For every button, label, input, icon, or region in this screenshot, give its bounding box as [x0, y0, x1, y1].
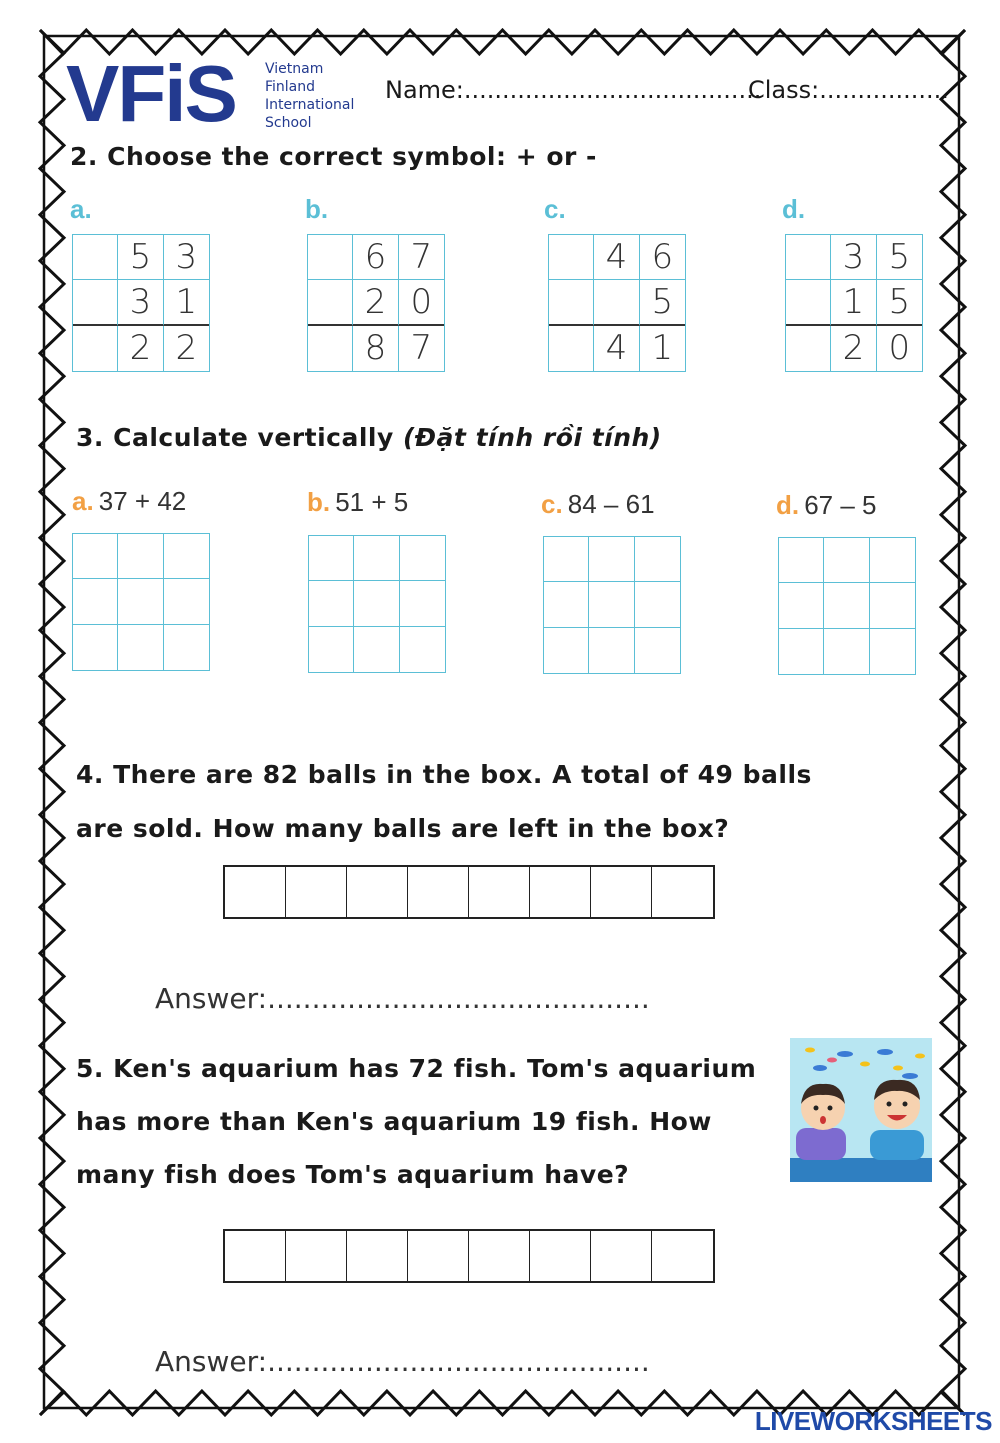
digit-cell — [73, 326, 118, 371]
q5-calculation-boxes[interactable] — [223, 1229, 715, 1283]
digit-cell — [549, 326, 594, 371]
digit-cell: 3 — [164, 235, 209, 280]
digit-cell: 7 — [399, 235, 444, 280]
name-field[interactable]: Name:....................................... — [385, 76, 762, 104]
digit-cell: 3 — [831, 235, 876, 280]
q2-grid-d — [785, 234, 923, 372]
q3-title — [76, 423, 662, 452]
q4-text-line-2: are sold. How many balls are left in the box? — [76, 814, 730, 843]
digit-cell: 2 — [831, 326, 876, 371]
q3-label-b: b. — [307, 487, 331, 517]
class-field[interactable]: Class:................. — [748, 76, 949, 104]
digit-cell: 5 — [640, 280, 685, 325]
q2-label-a: a. — [70, 194, 92, 224]
digit-cell: 2 — [353, 280, 398, 325]
q3-work-grid-c[interactable] — [543, 536, 681, 674]
q3-work-grid-b[interactable] — [308, 535, 446, 673]
q3-title-main: 3. Calculate vertically — [76, 423, 394, 452]
q3-item-a — [72, 486, 186, 517]
digit-cell: 5 — [877, 280, 922, 325]
symbol-cell[interactable] — [786, 235, 831, 280]
q2-title: 2. Choose the correct symbol: + or - — [70, 142, 597, 171]
digit-cell: 3 — [118, 280, 163, 325]
digit-cell: 5 — [877, 235, 922, 280]
q3-item-b — [307, 487, 408, 518]
q2-label-b: b. — [305, 194, 329, 224]
symbol-cell[interactable] — [308, 280, 353, 325]
q3-expr-c: 84 – 61 — [567, 489, 655, 519]
q3-work-grid-d[interactable] — [778, 537, 916, 675]
q2-grid-a — [72, 234, 210, 372]
q3-item-d — [776, 490, 877, 521]
q2-label-c: c. — [544, 194, 566, 224]
q2-label-d: d. — [782, 194, 806, 224]
q4-text-line-1: 4. There are 82 balls in the box. A total of 49 balls — [76, 760, 812, 789]
q2-grid-c — [548, 234, 686, 372]
digit-cell: 7 — [410, 328, 433, 369]
symbol-cell[interactable] — [308, 235, 353, 280]
digit-cell — [786, 326, 831, 371]
symbol-cell[interactable] — [73, 280, 118, 325]
q3-expr-a: 37 + 42 — [98, 486, 187, 516]
digit-cell: 0 — [399, 280, 444, 325]
digit-cell: 4 — [594, 235, 639, 280]
vfis-logo: VFiS — [66, 49, 236, 138]
digit-cell: 1 — [831, 280, 876, 325]
q5-text-line-3: many fish does Tom's aquarium have? — [76, 1160, 630, 1189]
digit-cell: 1 — [164, 280, 209, 325]
q3-title-vi: (Đặt tính rồi tính) — [403, 423, 662, 452]
q5-text-line-2: has more than Ken's aquarium 19 fish. How — [76, 1107, 712, 1136]
q3-expr-d: 67 – 5 — [804, 490, 877, 520]
q3-label-d: d. — [776, 490, 800, 520]
q3-work-grid-a[interactable] — [72, 533, 210, 671]
digit-cell: 8 — [353, 326, 398, 371]
q4-calculation-boxes[interactable] — [223, 865, 715, 919]
q3-label-a: a. — [72, 486, 94, 516]
liveworksheets-watermark: LIVEWORKSHEETS — [754, 1406, 992, 1436]
q2-grid-b — [307, 234, 445, 372]
digit-cell — [308, 326, 353, 371]
digit-cell: 2 — [118, 326, 163, 371]
digit-cell: 0 — [888, 328, 911, 369]
symbol-cell[interactable] — [549, 280, 594, 325]
digit-cell: 2 — [175, 328, 198, 369]
digit-cell: 4 — [594, 326, 639, 371]
q3-item-c — [541, 489, 655, 520]
digit-cell — [594, 280, 639, 325]
school-name: Vietnam Finland International School — [265, 61, 355, 131]
q5-answer-field[interactable]: Answer:........................................... — [155, 1345, 650, 1378]
symbol-cell[interactable] — [549, 235, 594, 280]
symbol-cell[interactable] — [73, 235, 118, 280]
digit-cell: 6 — [353, 235, 398, 280]
digit-cell: 1 — [651, 328, 674, 369]
digit-cell: 6 — [640, 235, 685, 280]
aquarium-illustration — [790, 1038, 932, 1182]
q3-label-c: c. — [541, 489, 563, 519]
q3-expr-b: 51 + 5 — [335, 487, 409, 517]
digit-cell: 5 — [118, 235, 163, 280]
symbol-cell[interactable] — [786, 280, 831, 325]
q4-answer-field[interactable]: Answer:........................................... — [155, 982, 650, 1015]
q5-text-line-1: 5. Ken's aquarium has 72 fish. Tom's aquarium — [76, 1054, 757, 1083]
